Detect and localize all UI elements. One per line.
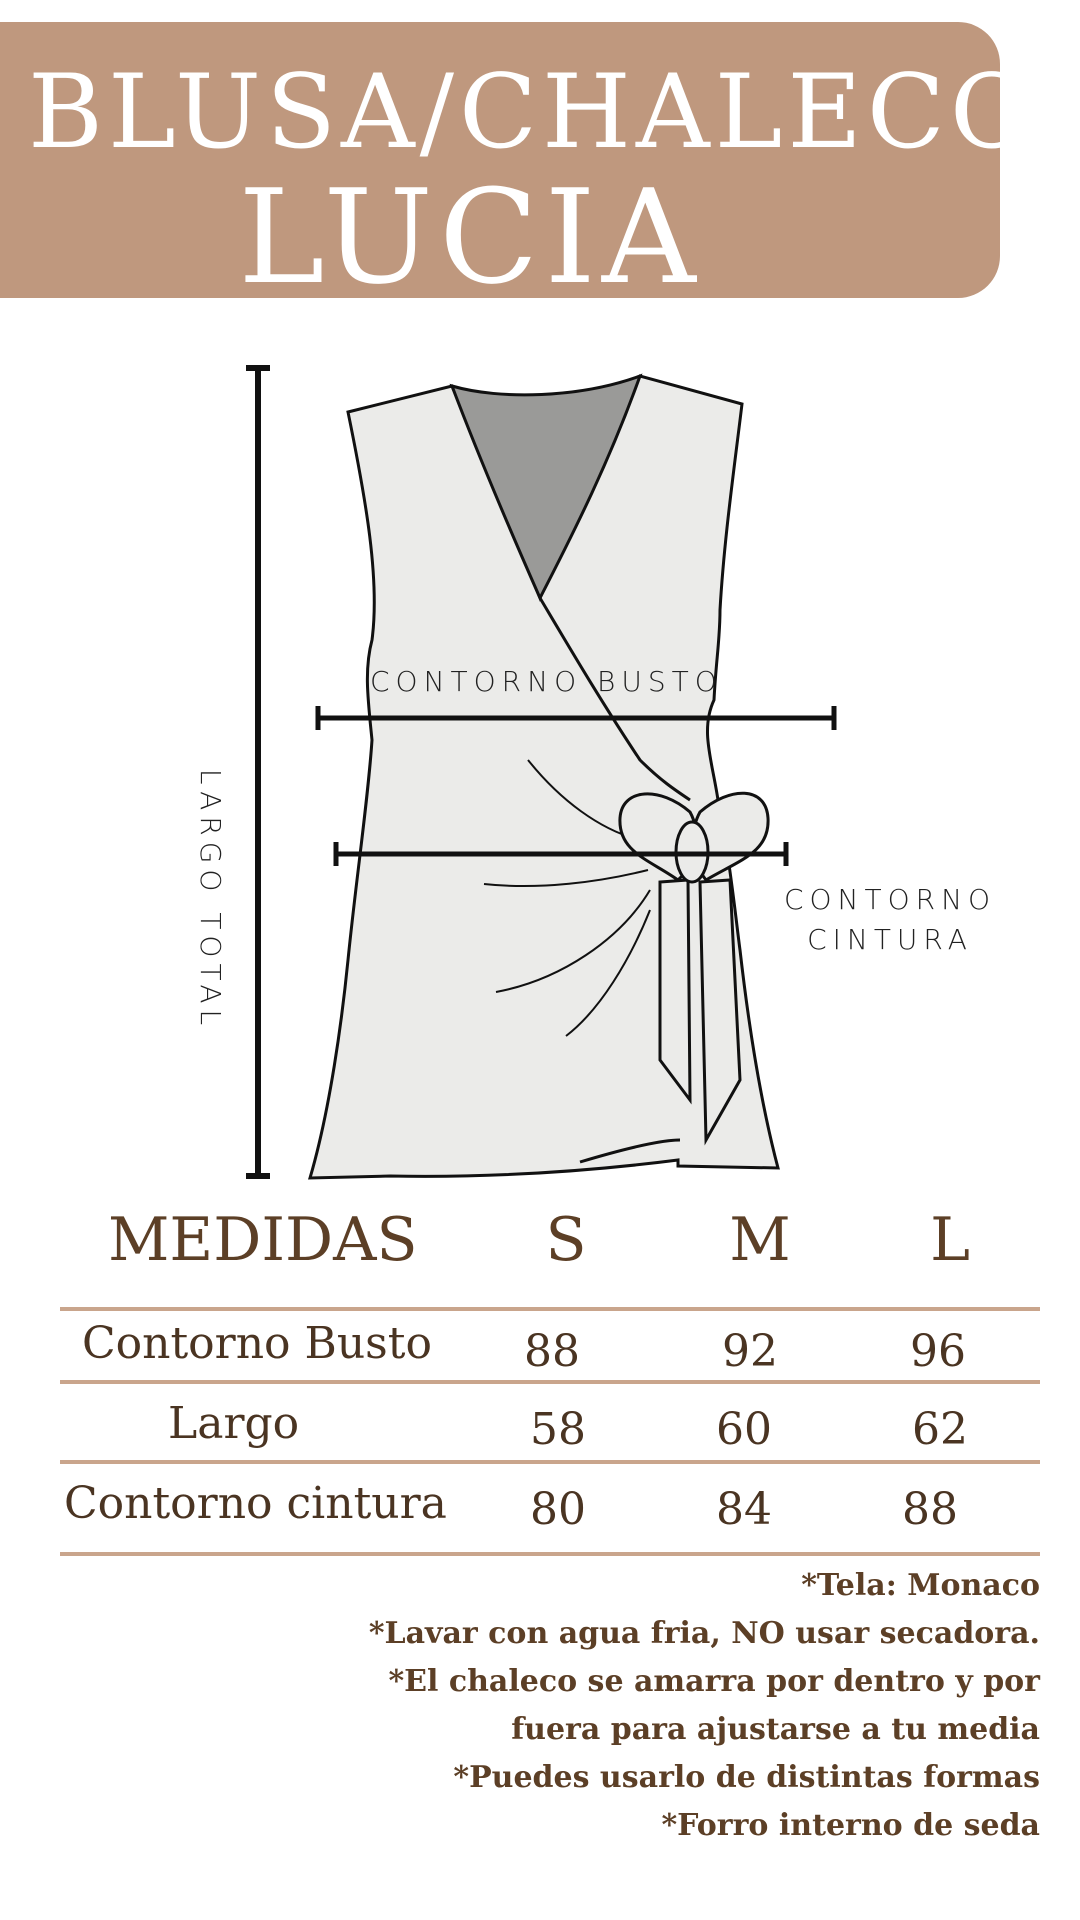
care-notes: [280, 1562, 1040, 1850]
note-fabric: *Tela: Monaco: [801, 1568, 1040, 1603]
title-banner: [0, 22, 1039, 313]
table-divider: [60, 1307, 1040, 1311]
length-measure-line: [246, 368, 270, 1176]
row-label-busto: Contorno Busto: [82, 1318, 432, 1369]
note-tie: *El chaleco se amarra por dentro y por: [388, 1664, 1040, 1699]
cell-cintura-l: 88: [902, 1484, 958, 1535]
table-header-medidas: MEDIDAS: [108, 1205, 418, 1275]
note-styles: *Puedes usarlo de distintas formas: [453, 1760, 1040, 1795]
cell-largo-s: 58: [530, 1404, 586, 1455]
note-wash: *Lavar con agua fria, NO usar secadora.: [368, 1616, 1040, 1651]
table-header-s: S: [545, 1205, 587, 1275]
note-lining: *Forro interno de seda: [661, 1808, 1040, 1843]
waist-label-line-1: CONTORNO: [783, 883, 997, 916]
vest-illustration: [0, 340, 1080, 1200]
cell-busto-l: 96: [910, 1326, 966, 1377]
table-header-l: L: [930, 1205, 970, 1275]
bust-label: CONTORNO BUSTO: [370, 665, 723, 698]
cell-busto-s: 88: [524, 1326, 580, 1377]
note-tie-cont: fuera para ajustarse a tu media: [511, 1712, 1040, 1747]
title-line-1: BLUSA/CHALECO: [28, 53, 1039, 172]
table-header-m: M: [729, 1205, 791, 1275]
cell-cintura-m: 84: [716, 1484, 772, 1535]
row-label-largo: Largo: [168, 1398, 300, 1449]
waist-label-line-2: CINTURA: [807, 923, 973, 956]
cell-busto-m: 92: [722, 1326, 778, 1377]
row-label-cintura: Contorno cintura: [64, 1478, 447, 1529]
table-divider: [60, 1552, 1040, 1556]
table-divider: [60, 1380, 1040, 1384]
title-line-2: LUCIA: [238, 161, 702, 313]
cell-largo-m: 60: [716, 1404, 772, 1455]
length-label: LARGO TOTAL: [194, 768, 227, 1032]
cell-largo-l: 62: [912, 1404, 968, 1455]
table-divider: [60, 1460, 1040, 1464]
waist-label: [770, 880, 1010, 960]
cell-cintura-s: 80: [530, 1484, 586, 1535]
